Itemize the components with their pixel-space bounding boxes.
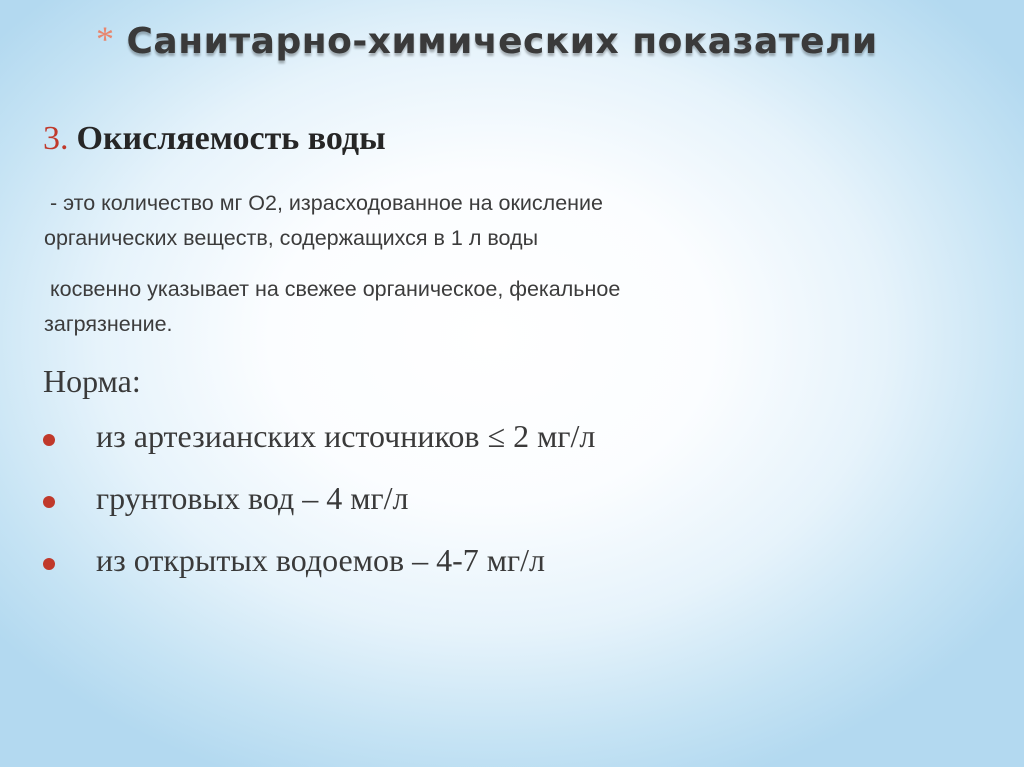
section-heading — [43, 120, 386, 158]
indication-paragraph — [44, 272, 944, 342]
title-text: Санитарно-химических показатели — [126, 21, 878, 62]
list-item-text: грунтовых вод – 4 мг/л — [96, 480, 409, 516]
bullet-icon — [43, 496, 55, 508]
bullet-icon — [43, 558, 55, 570]
norm-label: Норма: — [43, 363, 141, 399]
title-star-icon: * — [96, 19, 115, 59]
section-heading-text: Окисляемость воды — [76, 120, 386, 157]
definition-line-1: - это количество мг О2, израсходованное на окисление — [44, 191, 603, 215]
indication-line-2: загрязнение. — [44, 312, 173, 336]
list-item — [43, 480, 595, 542]
definition-paragraph — [44, 186, 944, 256]
list-item — [43, 418, 595, 480]
slide-title — [96, 20, 878, 62]
list-item — [43, 542, 595, 604]
list-item-text: из артезианских источников ≤ 2 мг/л — [96, 418, 596, 454]
section-number: 3. — [43, 120, 69, 157]
definition-line-2: органических веществ, содержащихся в 1 л воды — [44, 226, 539, 250]
indication-line-1: косвенно указывает на свежее органическое, фекальное — [44, 277, 621, 301]
list-item-text: из открытых водоемов – 4-7 мг/л — [96, 542, 545, 578]
norm-list — [43, 418, 595, 604]
bullet-icon — [43, 434, 55, 446]
